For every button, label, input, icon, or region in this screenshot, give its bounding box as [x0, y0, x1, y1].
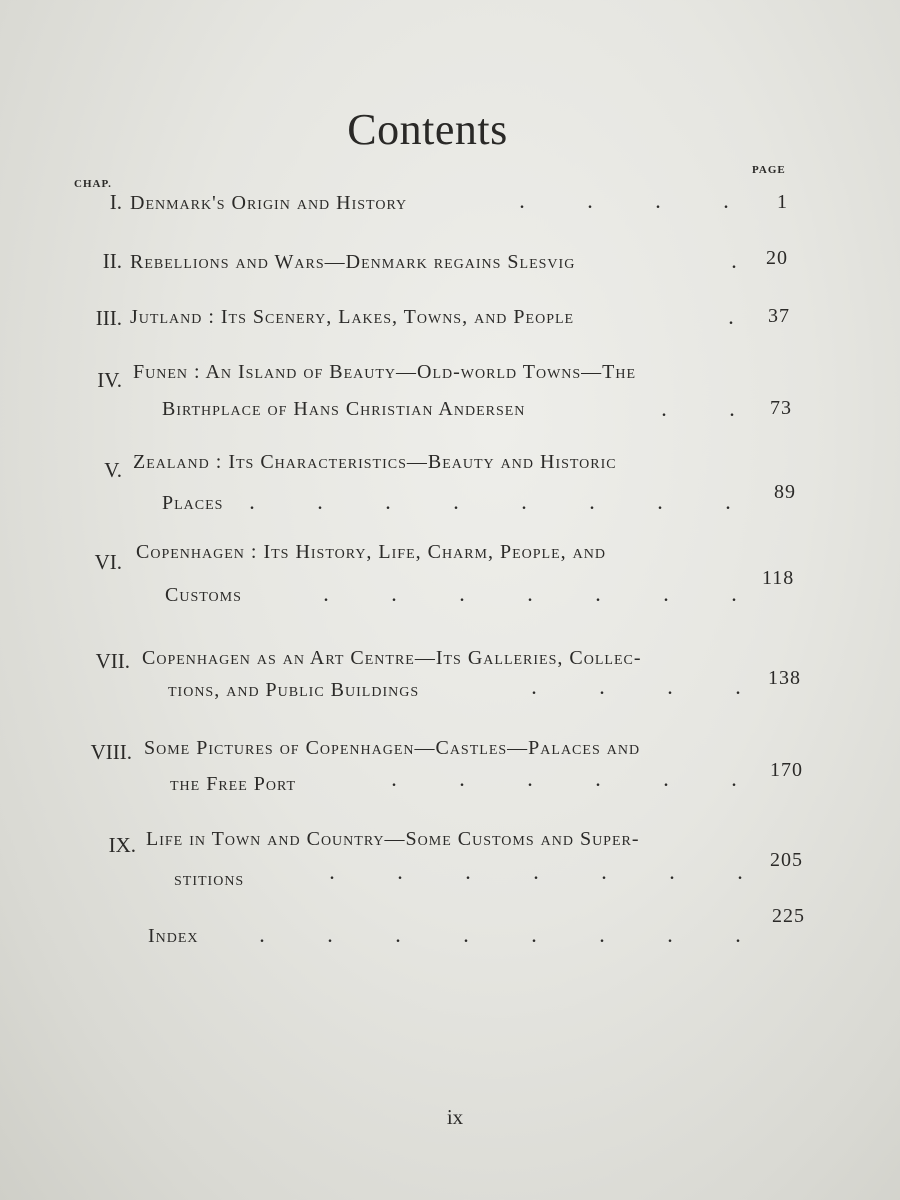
- leader-dots: . . . .: [531, 674, 741, 699]
- leader-dots: . . . . . . . .: [249, 489, 731, 514]
- chapter-number: VIII.: [90, 740, 132, 764]
- folio: ix: [446, 1105, 464, 1129]
- chapter-title: Zealand : Its Characteristics—Beauty and Historic: [133, 451, 617, 473]
- chapter-title: Copenhagen as an Art Centre—Its Galleries, Collec-: [142, 647, 642, 669]
- chapter-title-continued: tions, and Public Buildings: [168, 679, 420, 701]
- page-number: 138: [768, 667, 801, 689]
- chapter-title-continued: the Free Port: [170, 773, 297, 795]
- page-number: 37: [768, 305, 790, 327]
- chapter-title: Funen : An Island of Beauty—Old-world Towns—The: [133, 361, 637, 383]
- chapter-number: VII.: [95, 649, 130, 673]
- page-number: 89: [774, 481, 796, 503]
- chapter-number: V.: [104, 458, 122, 482]
- chapter-number: IX.: [108, 833, 136, 857]
- page-number: 170: [770, 759, 803, 781]
- index-label: Index: [148, 925, 199, 947]
- chapter-title: Some Pictures of Copenhagen—Castles—Palaces and: [144, 737, 641, 759]
- leader-dots: . . . . . . . .: [259, 922, 741, 947]
- chapter-title: Copenhagen : Its History, Life, Charm, People, and: [136, 541, 606, 563]
- page-number: 118: [762, 567, 795, 589]
- page-number: 1: [777, 191, 788, 213]
- page-number: 205: [770, 849, 803, 871]
- chapter-number: I.: [109, 190, 122, 214]
- chapter-title-continued: stitions: [174, 868, 245, 890]
- chapter-title-continued: Customs: [165, 584, 242, 606]
- leader-dots: . . . . . . .: [329, 859, 743, 884]
- chapter-title: Rebellions and Wars—Denmark regains Slesvig: [130, 251, 576, 273]
- chapter-number: VI.: [94, 550, 122, 574]
- chapter-number: III.: [95, 306, 122, 330]
- page-column-header: PAGE: [752, 164, 786, 176]
- chapter-title-continued: Places: [162, 492, 224, 514]
- page-number: 73: [770, 397, 792, 419]
- leader-dots: . . . .: [519, 188, 729, 213]
- chapter-title: Life in Town and Country—Some Customs and Super-: [146, 828, 640, 850]
- leader-dots: .: [731, 248, 737, 273]
- chapter-column-header: CHAP.: [74, 178, 112, 190]
- leader-dots: . . . . . . .: [323, 581, 737, 606]
- chapter-title: Jutland : Its Scenery, Lakes, Towns, and People: [130, 306, 575, 328]
- chapter-title-continued: Birthplace of Hans Christian Andersen: [162, 398, 526, 420]
- leader-dots: .: [728, 304, 734, 329]
- chapter-number: II.: [102, 249, 122, 273]
- chapter-title: Denmark's Origin and History: [130, 192, 408, 214]
- leader-dots: . . . . . .: [391, 766, 737, 791]
- leader-dots: . .: [661, 396, 735, 421]
- page-title: Contents: [347, 105, 508, 154]
- page-number: 20: [766, 247, 788, 269]
- page-number: 225: [772, 905, 805, 927]
- chapter-number: IV.: [97, 368, 122, 392]
